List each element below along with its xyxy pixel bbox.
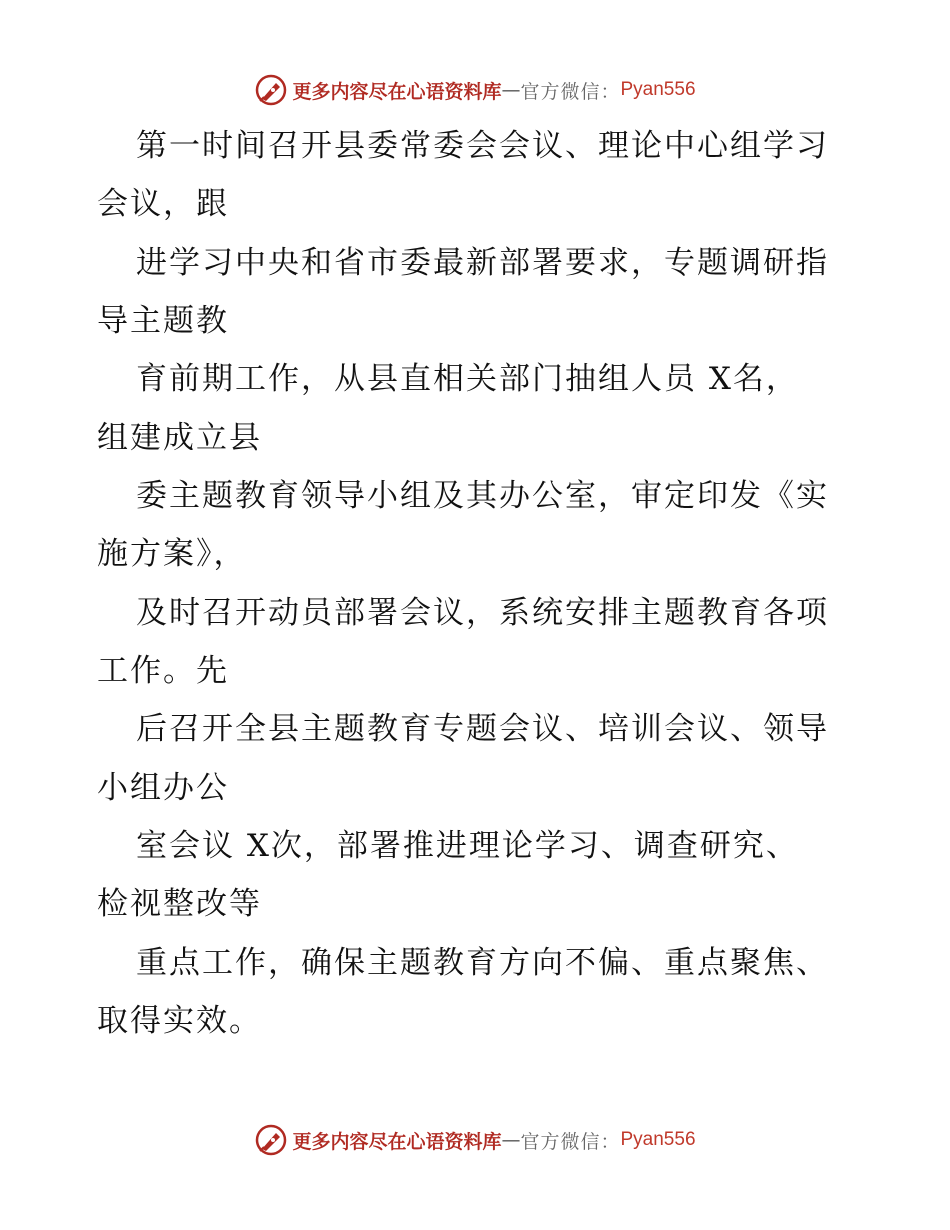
pen-nib-icon bbox=[254, 73, 288, 107]
text-line: 室会议 X次，部署推进理论学习、调查研究、 bbox=[136, 828, 799, 864]
text-line: 会议，跟 bbox=[97, 186, 229, 222]
watermark-separator: — bbox=[501, 1129, 521, 1151]
text-line: 委主题教育领导小组及其办公室，审定印发《实 bbox=[136, 478, 829, 514]
text-line: 进学习中央和省市委最新部署要求，专题调研指 bbox=[136, 245, 829, 281]
pen-nib-icon bbox=[254, 1123, 288, 1157]
watermark-contact-label: 官方微信： bbox=[520, 1130, 621, 1153]
text-line: 工作。先 bbox=[97, 653, 229, 689]
text-line: 后召开全县主题教育专题会议、培训会议、领导 bbox=[136, 711, 829, 747]
footer-watermark bbox=[0, 1120, 950, 1160]
header-watermark bbox=[0, 70, 950, 110]
watermark-contact-label: 官方微信： bbox=[520, 80, 621, 103]
text-line: 施方案》， bbox=[97, 536, 247, 572]
watermark-contact-id: Pyan556 bbox=[620, 79, 696, 100]
text-line: 小组办公 bbox=[97, 770, 229, 806]
watermark-contact-id: Pyan556 bbox=[620, 1129, 696, 1150]
watermark-brand: 更多内容尽在心语资料库 bbox=[292, 1130, 502, 1153]
text-line: 及时召开动员部署会议，系统安排主题教育各项 bbox=[136, 595, 829, 631]
text-line: 第一时间召开县委常委会会议、理论中心组学习 bbox=[136, 128, 829, 164]
text-line: 取得实效。 bbox=[97, 1003, 262, 1039]
watermark-brand: 更多内容尽在心语资料库 bbox=[292, 80, 502, 103]
text-line: 组建成立县 bbox=[97, 420, 262, 456]
watermark-separator: — bbox=[501, 79, 521, 101]
text-line: 导主题教 bbox=[97, 303, 229, 339]
text-line: 重点工作，确保主题教育方向不偏、重点聚焦、 bbox=[136, 945, 829, 981]
text-line: 检视整改等 bbox=[97, 886, 262, 922]
text-line: 育前期工作，从县直相关部门抽组人员 X名， bbox=[136, 361, 799, 397]
